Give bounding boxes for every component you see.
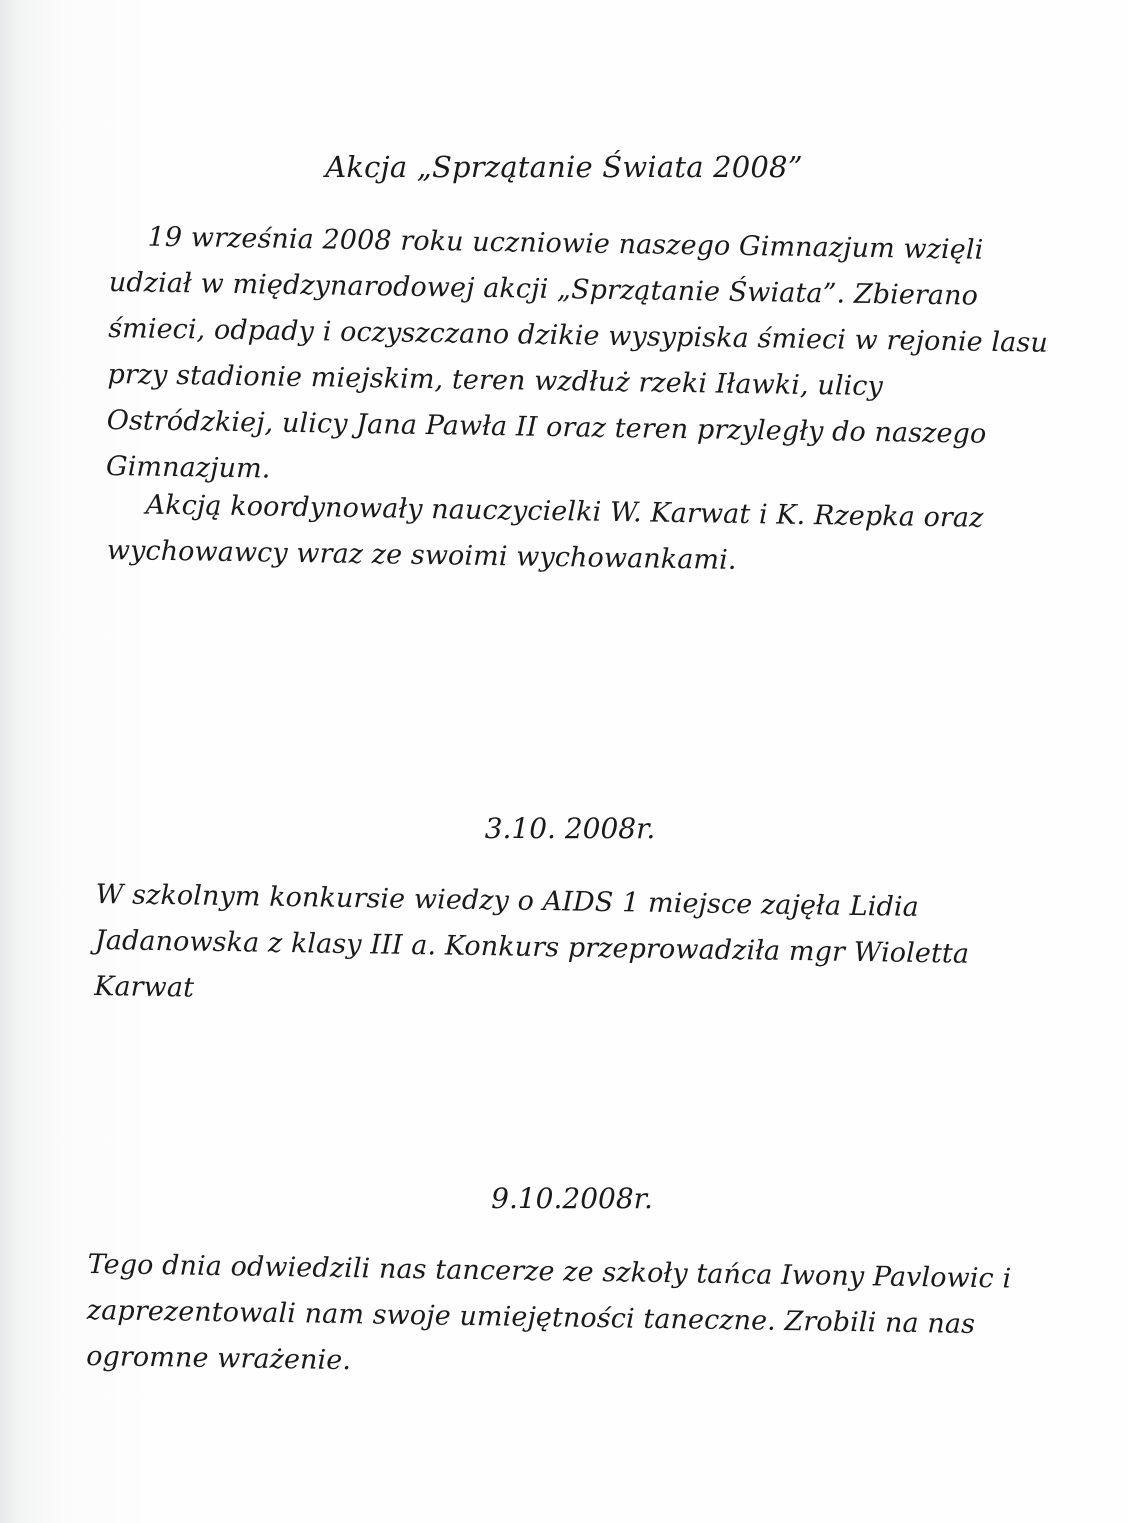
paragraph-dance-visit: Tego dnia odwiedzili nas tancerze ze szkoły tańca Iwony Pavlowic i zaprezentowali nam swoje umiejętności taneczne. Zrobili na nas ogromne wrażenie.	[85, 1248, 1012, 1377]
entry-date-1: 3.10. 2008r.	[484, 812, 656, 845]
page-title: Akcja „Sprzątanie Świata 2008”	[325, 150, 803, 184]
paragraph-aids-contest: W szkolnym konkursie wiedzy o AIDS 1 miejsce zajęła Lidia Jadanowska z klasy III a. Konkurs przeprowadziła mgr Wioletta Karwat	[93, 878, 970, 1004]
entry-date-2: 9.10.2008r.	[491, 1182, 653, 1215]
paragraph-cleanup-coordinators: Akcją koordynowały nauczycielki W. Karwat i K. Rzepka oraz wychowawcy wraz ze swoimi wychowankami.	[106, 489, 984, 576]
paragraph-cleanup-description: 19 września 2008 roku uczniowie naszego Gimnazjum wzięli udział w międzynarodowej akcji „Sprzątanie Świata”. Zbierano śmieci, odpady i oczyszczano dzikie wysypiska śmieci w rejonie lasu przy stadionie miejskim, teren wzdłuż rzeki Iławki, ulicy Ostródzkiej, ulicy Jana Pawła II oraz teren przyległy do naszego Gimnazjum.	[105, 221, 1049, 485]
